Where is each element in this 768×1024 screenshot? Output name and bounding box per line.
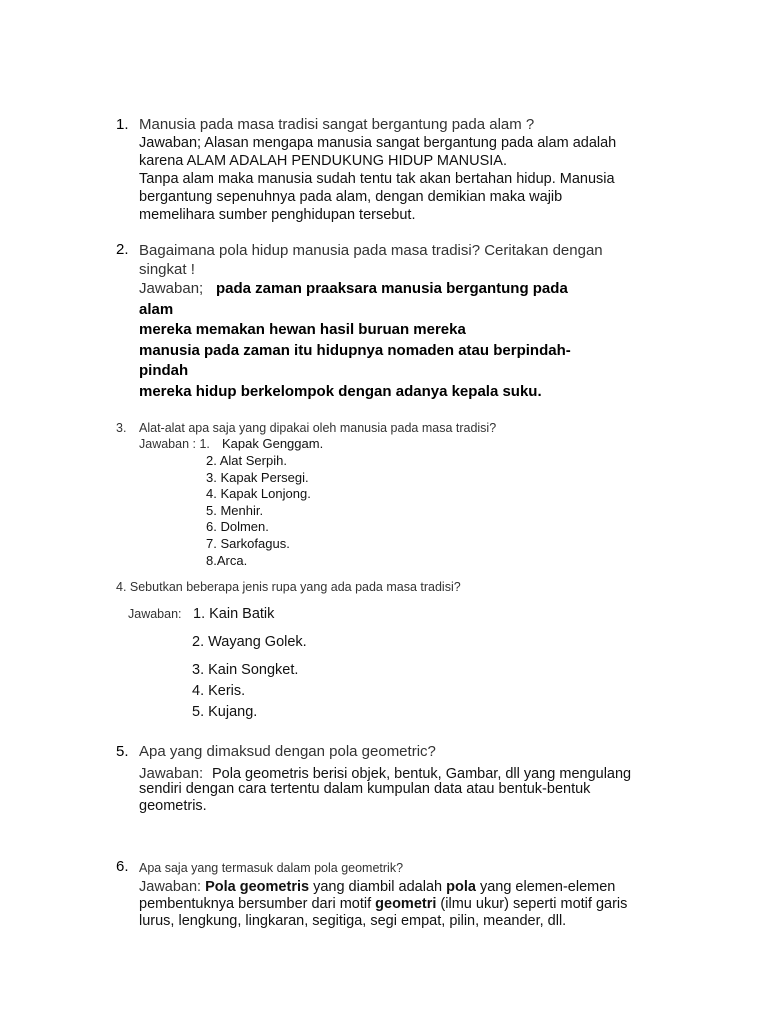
answer-line: manusia pada zaman itu hidupnya nomaden atau berpindah- [139,341,571,359]
question-2-number: 2. [116,241,129,258]
bold-term: Pola geometris [205,879,310,895]
answer-line: pada zaman praaksara manusia bergantung pada [216,280,568,297]
list-item: 8.Arca. [206,552,248,568]
list-item: 2. Alat Serpih. [206,453,287,468]
question-1-answer [139,134,616,224]
question-4-text: 4. Sebutkan beberapa jenis rupa yang ada pada masa tradisi? [116,580,461,594]
answer-line: memelihara sumber penghidupan tersebut. [139,207,416,223]
list-item: 6. Dolmen. [206,519,269,535]
question-line: Bagaimana pola hidup manusia pada masa tradisi? Ceritakan dengan [139,242,603,259]
answer-line: pindah [139,362,189,379]
question-1-number: 1. [116,116,129,133]
question-6-number: 6. [116,858,129,875]
question-3-text: Alat-alat apa saja yang dipakai oleh manusia pada masa tradisi? [139,421,497,435]
question-5-number: 5. [116,743,129,760]
answer-segment: (ilmu ukur) seperti motif garis [436,896,628,912]
bold-term: pola [446,879,476,895]
list-item: 5. Kujang. [192,704,258,720]
list-item: Kapak Genggam. [222,436,324,451]
answer-line: sendiri dengan cara tertentu dalam kumpulan data atau bentuk-bentuk [139,781,591,797]
question-6-answer [139,879,627,930]
question-6-answer-label: Jawaban: [139,879,202,895]
list-item: 3. Kapak Persegi. [206,469,309,485]
answer-line [139,879,627,896]
answer-line: lurus, lengkung, lingkaran, segitiga, segi empat, pilin, meander, dll. [139,913,567,929]
question-4-answer-label: Jawaban: [128,607,182,621]
list-item: 4. Kapak Lonjong. [206,486,311,502]
question-5-answer [139,781,590,815]
question-5-text: Apa yang dimaksud dengan pola geometric? [139,743,436,760]
answer-segment: yang elemen-elemen [475,879,616,895]
answer-line: geometris. [139,798,207,814]
answer-line: Pola geometris berisi objek, bentuk, Gambar, dll yang mengulang [212,766,632,782]
bold-term: geometri [375,896,437,912]
question-2-answer [139,300,571,403]
question-3-number: 3. [116,421,127,435]
question-3-answer-label: Jawaban : 1. [139,437,210,451]
answer-segment: yang diambil adalah [309,879,447,895]
list-item: 1. Kain Batik [193,606,275,622]
question-2-answer-label: Jawaban; [139,280,204,297]
answer-segment: pembentuknya bersumber dari motif [139,896,376,912]
answer-line: Jawaban; Alasan mengapa manusia sangat bergantung pada alam adalah [139,135,617,151]
answer-line: mereka memakan hewan hasil buruan mereka [139,321,466,338]
answer-line: bergantung sepenuhnya pada alam, dengan demikian maka wajib [139,189,563,205]
list-item: 7. Sarkofagus. [206,535,290,551]
question-1-text: Manusia pada masa tradisi sangat bergantung pada alam ? [139,116,535,133]
answer-line: alam [139,300,174,318]
answer-line: mereka hidup berkelompok dengan adanya kepala suku. [139,382,542,400]
answer-line: karena ALAM ADALAH PENDUKUNG HIDUP MANUSIA. [139,153,507,169]
question-line: singkat ! [139,261,195,278]
list-item: 4. Keris. [192,683,246,699]
list-item: 3. Kain Songket. [192,662,299,678]
list-item: 2. Wayang Golek. [192,634,307,650]
question-3-list [206,453,311,569]
answer-line [139,896,627,913]
answer-line: Tanpa alam maka manusia sudah tentu tak akan bertahan hidup. Manusia [139,171,615,187]
question-2-text [139,241,603,279]
question-6-text: Apa saja yang termasuk dalam pola geometrik? [139,861,404,875]
question-5-answer-label: Jawaban: [139,765,204,782]
list-item: 5. Menhir. [206,502,264,518]
